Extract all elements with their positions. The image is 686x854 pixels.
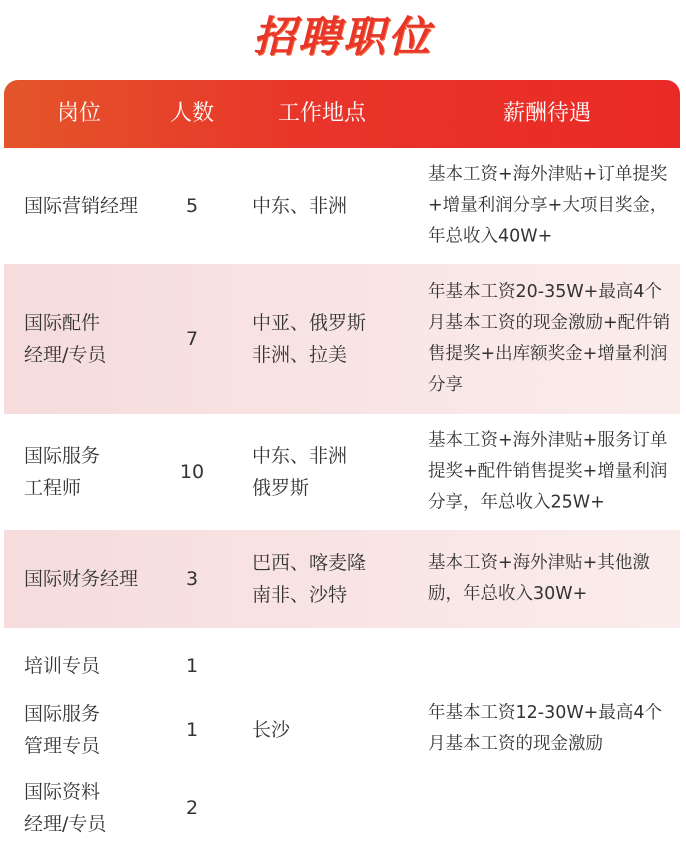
cell-position-line: 经理/专员 xyxy=(24,344,107,366)
cell-location-line: 中东、非洲 xyxy=(252,445,348,467)
cell-position-line: 工程师 xyxy=(24,477,82,499)
page-title: 招聘职位 xyxy=(252,12,433,61)
table-row xyxy=(4,530,680,628)
cell-position xyxy=(24,698,164,762)
cell-position xyxy=(24,440,164,504)
cell-count: 2 xyxy=(185,797,199,819)
cell-position: 国际财务经理 xyxy=(24,568,139,590)
header-salary: 薪酬待遇 xyxy=(502,101,591,126)
cell-location-line: 巴西、喀麦隆 xyxy=(252,552,367,574)
cell-salary: 年基本工资12-30W+最高4个月基本工资的现金激励 xyxy=(428,703,662,754)
cell-count: 5 xyxy=(185,195,199,217)
header-count: 人数 xyxy=(169,101,214,126)
cell-location: 长沙 xyxy=(252,719,291,741)
cell-location-line: 俄罗斯 xyxy=(252,477,310,499)
cell-count: 3 xyxy=(185,568,199,590)
cell-salary: 年基本工资20-35W+最高4个月基本工资的现金激励+配件销售提奖+出库额奖金+增量利润分享 xyxy=(428,282,671,395)
table-row xyxy=(4,414,680,530)
cell-count: 7 xyxy=(185,328,199,350)
cell-location xyxy=(252,547,412,611)
cell-position: 国际营销经理 xyxy=(24,195,139,217)
header-location: 工作地点 xyxy=(277,101,366,126)
cell-location xyxy=(252,307,412,371)
recruitment-table xyxy=(4,80,680,854)
cell-salary: 基本工资+海外津贴+其他激励，年总收入30W+ xyxy=(428,553,650,604)
table-row-group xyxy=(4,628,680,854)
table-header xyxy=(4,80,680,148)
cell-position-line: 国际资料 xyxy=(24,781,101,803)
table-row xyxy=(4,148,680,264)
header-position: 岗位 xyxy=(56,101,101,126)
cell-count: 1 xyxy=(185,719,199,741)
cell-position-line: 国际服务 xyxy=(24,703,101,725)
cell-location-line: 中亚、俄罗斯 xyxy=(252,312,367,334)
cell-position-line: 经理/专员 xyxy=(24,813,107,835)
cell-location: 中东、非洲 xyxy=(252,195,348,217)
cell-position xyxy=(24,307,164,371)
cell-position-line: 管理专员 xyxy=(24,735,101,757)
cell-location xyxy=(252,440,412,504)
cell-salary: 基本工资+海外津贴+订单提奖+增量利润分享+大项目奖金，年总收入40W+ xyxy=(428,164,668,247)
cell-salary: 基本工资+海外津贴+服务订单提奖+配件销售提奖+增量利润分享，年总收入25W+ xyxy=(428,430,668,513)
cell-position-line: 国际配件 xyxy=(24,312,101,334)
cell-position: 培训专员 xyxy=(24,655,101,677)
cell-position xyxy=(24,776,164,840)
cell-location-line: 南非、沙特 xyxy=(252,584,348,606)
cell-location-line: 非洲、拉美 xyxy=(252,344,348,366)
cell-count: 10 xyxy=(179,461,205,483)
cell-count: 1 xyxy=(185,655,199,677)
cell-position-line: 国际服务 xyxy=(24,445,101,467)
table-row xyxy=(4,264,680,414)
